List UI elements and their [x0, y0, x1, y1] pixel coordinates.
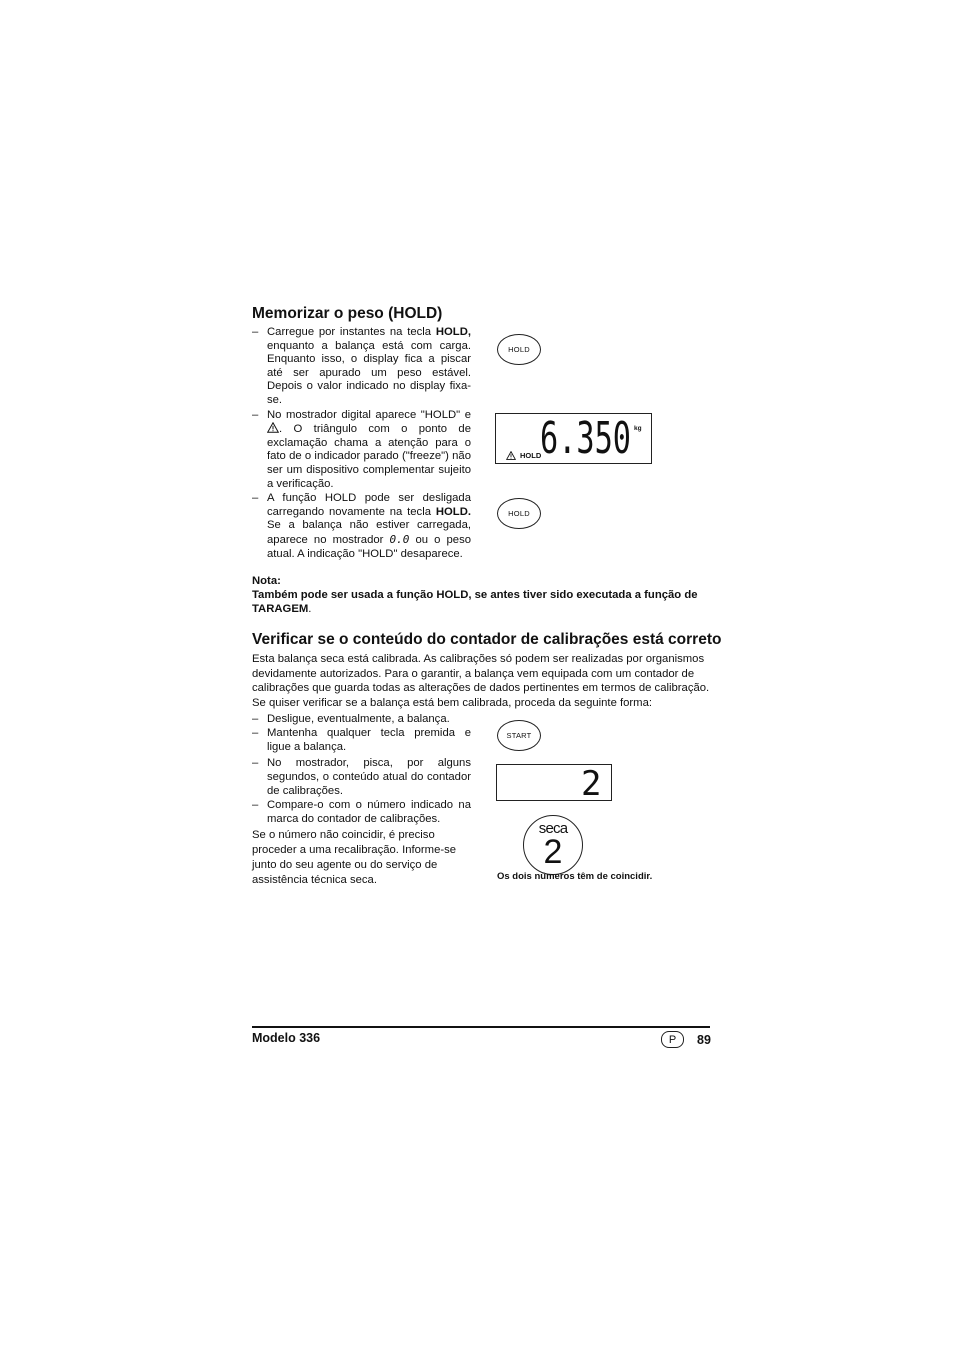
note-label: Nota:: [252, 575, 281, 587]
warning-triangle-icon: [267, 422, 279, 433]
start-key: START: [497, 720, 541, 751]
counter-display-value: 2: [581, 768, 602, 798]
hold-instructions: [252, 326, 471, 561]
calibration-intro: Esta balança seca está calibrada. As calibrações só podem ser realizadas por organismos devidamente autorizados. Para o garantir, a balança vem equipada com um contador de calibrações que guarda todas as alterações de dados pertinentes em termos de calibração. Se quiser verificar se a balança está bem calibrada, proceda da seguinte forma:: [252, 653, 710, 709]
footer-page-info: [661, 1031, 711, 1048]
list-item: – No mostrador, pisca, por alguns segundos, o conteúdo atual do contador de calibrações.: [252, 757, 471, 797]
language-badge: P: [661, 1031, 684, 1048]
weight-unit: kg: [634, 425, 642, 432]
footer-divider: [252, 1026, 710, 1028]
list-item: – No mostrador digital aparece "HOLD" e . O triângulo com o ponto de exclamação chama a atenção para o fato de o indicador parado ("freeze") não ser um dispositivo complementar sujeito a verificação.: [252, 408, 471, 490]
calibration-instructions: [252, 713, 471, 888]
warning-triangle-icon: [506, 451, 516, 460]
weight-display: [495, 413, 652, 464]
counter-display-digits: [581, 768, 603, 798]
section-title-hold: Memorizar o peso (HOLD): [252, 305, 443, 322]
hold-key-second: HOLD: [497, 498, 541, 529]
list-item: – A função HOLD pode ser desligada carregando novamente na tecla HOLD. Se a balança não estiver carregada, aparece no mostrador 0.0 ou o peso atual. A indicação "HOLD" desaparece.: [252, 492, 471, 560]
seal-brand-logo: seca: [538, 820, 568, 837]
list-item: – Compare-o com o número indicado na marca do contador de calibrações.: [252, 798, 471, 825]
seal-number: 2: [543, 833, 563, 871]
section-title-calibration: Verificar se o conteúdo do contador de calibrações está correto: [252, 631, 722, 648]
hold-key: HOLD: [497, 334, 541, 365]
weight-display-value: 6.350: [540, 418, 631, 456]
inline-display-zero: 0.0: [389, 532, 410, 546]
list-item: – Mantenha qualquer tecla premida e ligue a balança.: [252, 726, 471, 753]
note-block: [252, 574, 710, 616]
calibration-counter-display: [496, 764, 612, 801]
hold-indicator: HOLD: [506, 451, 541, 460]
weight-display-digits: [540, 418, 632, 456]
list-item: – Carregue por instantes na tecla HOLD, enquanto a balança está com carga. Enquanto isso, o display fica a piscar até ser apurado um peso estável. Depois o valor indicado no display fixa-se.: [252, 326, 471, 406]
note-text: Também pode ser usada a função HOLD, se antes tiver sido executada a função de TARAGEM.: [252, 589, 698, 615]
seal-caption: Os dois números têm de coincidir.: [497, 871, 653, 882]
calibration-seal: [523, 815, 583, 875]
footer-model: Modelo 336: [252, 1031, 321, 1045]
page-number: 89: [697, 1032, 711, 1047]
list-item: – Desligue, eventualmente, a balança.: [252, 713, 450, 725]
calibration-closing: Se o número não coincidir, é preciso proceder a uma recalibração. Informe-se junto do seu agente ou do serviço de assistência técnica seca.: [252, 829, 457, 886]
